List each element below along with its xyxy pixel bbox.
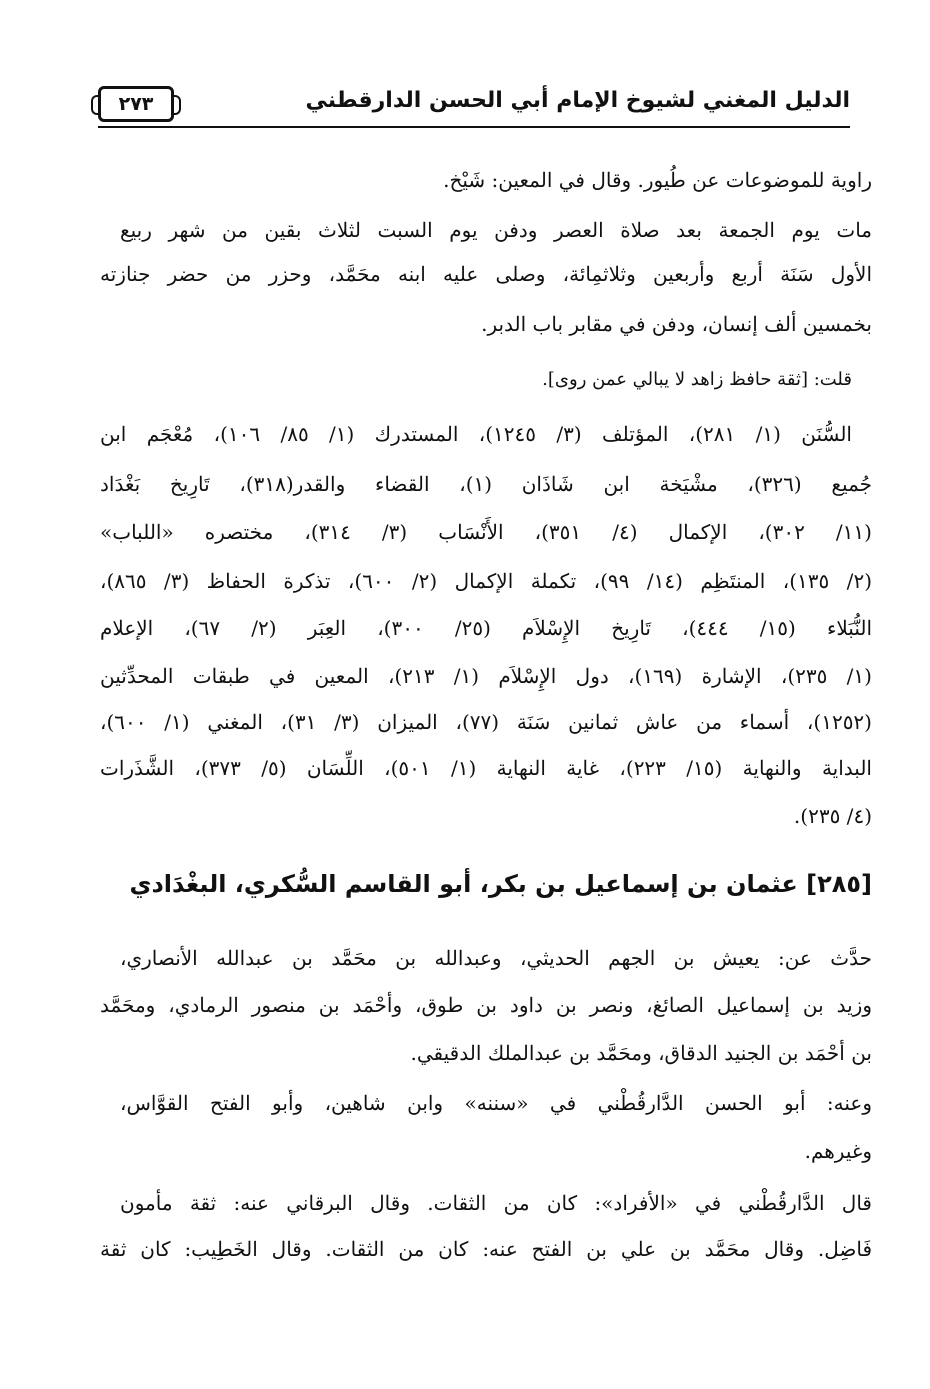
citation-line: (١١/ ٣٠٢)، الإكمال (٤/ ٣٥١)، الأَنْسَاب (٣/ ٣١٤)، مختصره «اللباب» [100,520,872,544]
citation-line: (٤/ ٢٣٥). [793,804,872,828]
text-line: قال الدَّارقُطْني في «الأفراد»: كان من الثقات. وقال البرقاني عنه: ثقة مأمون [120,1191,872,1215]
text-line: مات يوم الجمعة بعد صلاة العصر ودفن يوم السبت لثلاث بقين من شهر ربيع [120,218,872,242]
text-line: راوية للموضوعات عن طُيور. وقال في المعين: شَيْخ. [443,168,872,192]
text-line: فَاضِل. وقال محَمَّد بن علي بن الفتح عنه: كان من الثقات. وقال الخَطِيب: كان ثقة [100,1237,872,1261]
citation-line: السُّنَن (١/ ٢٨١)، المؤتلف (٣/ ١٢٤٥)، المستدرك (١/ ٨٥/ ١٠٦)، مُعْجَم ابن [100,422,852,446]
citation-line: البداية والنهاية (١٥/ ٢٢٣)، غاية النهاية (١/ ٥٠١)، اللِّسَان (٥/ ٣٧٣)، الشَّذَرات [100,756,872,780]
page-number: ٢٧٣ [98,86,174,122]
citation-line: (١/ ٢٣٥)، الإشارة (١٦٩)، دول الإِسْلاَم (١/ ٢١٣)، المعين في طبقات المحدِّثين [100,664,872,688]
page-header [98,84,850,124]
text-line: وزيد بن إسماعيل الصائغ، ونصر بن داود بن طوق، وأحْمَد بن منصور الرمادي، ومحَمَّد [100,993,872,1017]
entry-heading: [٢٨٥] عثمان بن إسماعيل بن بكر، أبو القاسم السُّكري، البغْدَادي [129,870,872,898]
text-line: وغيرهم. [804,1139,872,1163]
text-line: بخمسين ألف إنسان، ودفن في مقابر باب الدبر. [481,312,872,336]
citation-line: (١٢٥٢)، أسماء من عاش ثمانين سَنَة (٧٧)، الميزان (٣/ ٣١)، المغني (١/ ٦٠٠)، [100,710,872,734]
running-title: الدليل المغني لشيوخ الإمام أبي الحسن الدارقطني [305,88,850,113]
text-line: قلت: [ثقة حافظ زاهد لا يبالي عمن روى]. [542,369,852,390]
text-line: بن أحْمَد بن الجنيد الدقاق، ومحَمَّد بن عبدالملك الدقيقي. [410,1041,872,1065]
citation-line: جُميع (٣٢٦)، مشْيَخة ابن شَاذَان (١)، القضاء والقدر(٣١٨)، تَارِيخ بَغْدَاد [100,472,873,496]
text-line: وعنه: أبو الحسن الدَّارقُطْني في «سننه» وابن شاهين، وأبو الفتح القوَّاس، [120,1091,872,1115]
header-rule [98,126,850,128]
text-line: الأول سَنَة أربع وأربعين وثلاثمِائة، وصلى عليه ابنه محَمَّد، وحزر من حضر جنازته [100,262,872,286]
citation-line: النُّبَلاء (١٥/ ٤٤٤)، تَارِيخ الإِسْلاَم (٢٥/ ٣٠٠)، العِبَر (٢/ ٦٧)، الإعلام [100,616,873,640]
citation-line: (٢/ ١٣٥)، المنتَظِم (١٤/ ٩٩)، تكملة الإكمال (٢/ ٦٠٠)، تذكرة الحفاظ (٣/ ٨٦٥)، [100,569,872,593]
text-line: حدَّث عن: يعيش بن الجهم الحديثي، وعبدالله بن محَمَّد بن عبدالله الأنصاري، [120,946,872,970]
